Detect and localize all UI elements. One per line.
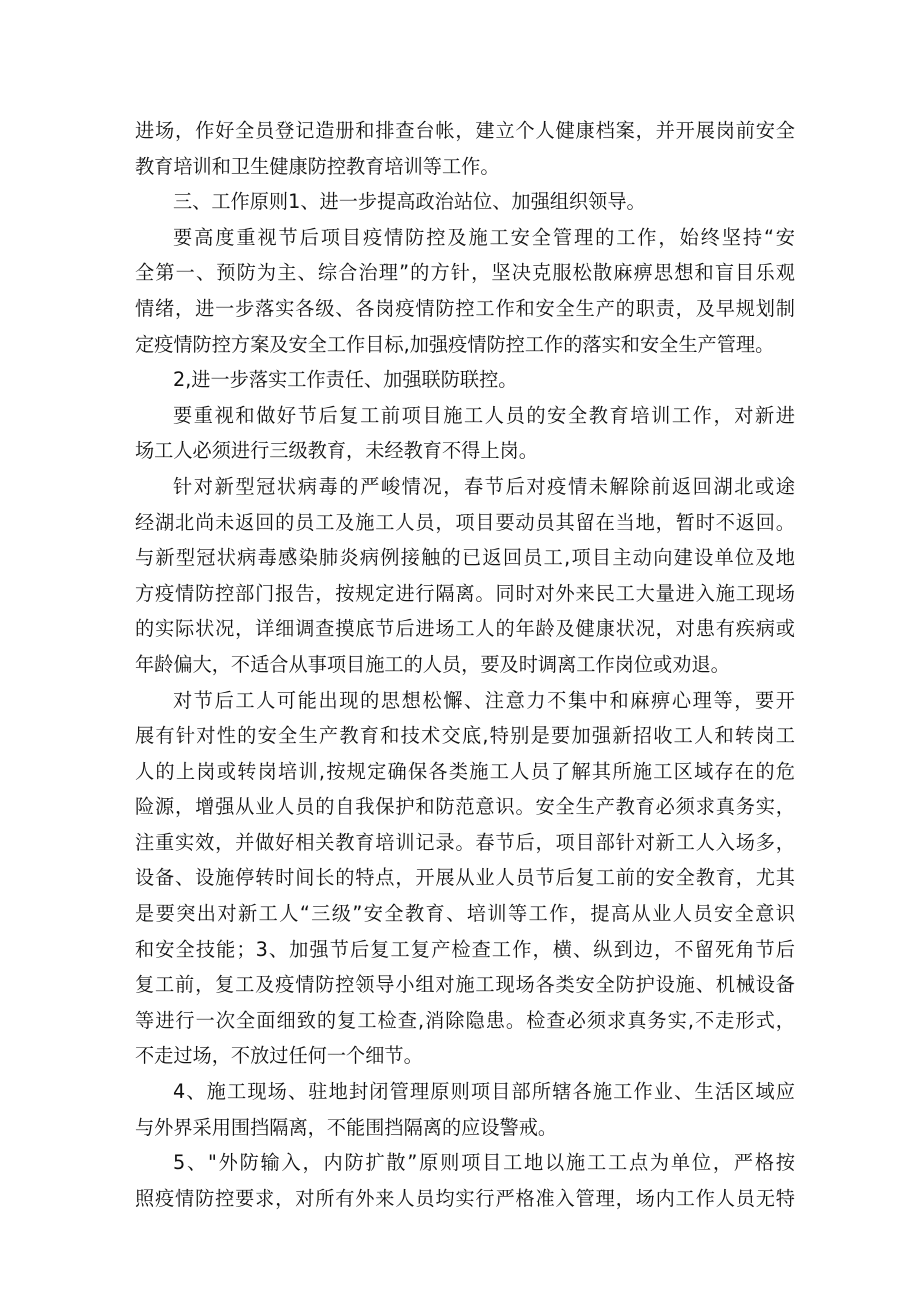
- text-line: 方疫情防控部门报告，按规定进行隔离。同时对外来民工大量进入施工现场: [135, 581, 795, 605]
- text-line: 情绪，进一步落实各级、各岗疫情防控工作和安全生产的职责，及早规划制: [135, 296, 795, 320]
- text-line: 复工前，复工及疫情防控领导小组对施工现场各类安全防护设施、机械设备: [135, 973, 795, 997]
- text-line: 要高度重视节后项目疫情防控及施工安全管理的工作，始终坚持“安: [173, 225, 795, 249]
- text-line: 与外界采用围挡隔离，不能围挡隔离的应设警戒。: [135, 1115, 558, 1139]
- text-line: 场工人必须进行三级教育，未经教育不得上岗。: [135, 439, 538, 463]
- text-line: 险源，增强从业人员的自我保护和防范意识。安全生产教育必须求真务实，: [135, 795, 795, 819]
- text-line: 展有针对性的安全生产教育和技术交底,特别是要加强新招收工人和转岗工: [135, 724, 795, 748]
- text-line: 4、施工现场、驻地封闭管理原则项目部所辖各施工作业、生活区域应: [173, 1080, 795, 1104]
- text-line: 针对新型冠状病毒的严峻情况，春节后对疫情未解除前返回湖北或途: [173, 474, 795, 498]
- text-line: 等进行一次全面细致的复工检查,消除隐患。检查必须求真务实,不走形式，: [135, 1008, 795, 1032]
- text-line: 人的上岗或转岗培训,按规定确保各类施工人员了解其所施工区域存在的危: [135, 759, 795, 783]
- text-line: 三、工作原则1、进一步提高政治站位、加强组织领导。: [173, 190, 646, 214]
- text-line: 注重实效，并做好相关教育培训记录。春节后，项目部针对新工人入场多，: [135, 830, 795, 854]
- text-line: 教育培训和卫生健康防控教育培训等工作。: [135, 154, 500, 178]
- text-line: 不走过场，不放过任何一个细节。: [135, 1044, 423, 1068]
- text-line: 与新型冠状病毒感染肺炎病例接触的已返回员工,项目主动向建设单位及地: [135, 546, 795, 570]
- text-line: 全第一、预防为主、综合治理”的方针，坚决克服松散麻痹思想和盲目乐观: [135, 261, 795, 285]
- text-line: 年龄偏大，不适合从事项目施工的人员，要及时调离工作岗位或劝退。: [135, 652, 730, 676]
- text-line: 和安全技能；3、加强节后复工复产检查工作，横、纵到边，不留死角节后: [135, 937, 795, 961]
- text-line: 是要突出对新工人“三级”安全教育、培训等工作，提高从业人员安全意识: [135, 902, 795, 926]
- text-line: 设备、设施停转时间长的特点，开展从业人员节后复工前的安全教育，尤其: [135, 866, 795, 890]
- text-line: 经湖北尚未返回的员工及施工人员，项目要动员其留在当地，暂时不返回。: [135, 510, 795, 534]
- text-line: 要重视和做好节后复工前项目施工人员的安全教育培训工作，对新进: [173, 403, 795, 427]
- text-line: 定疫情防控方案及安全工作目标,加强疫情防控工作的落实和安全生产管理。: [135, 332, 775, 356]
- document-body: [135, 113, 795, 1216]
- text-line: 2,进一步落实工作责任、加强联防联控。: [173, 368, 518, 392]
- text-line: 5、"外防输入，内防扩散”原则项目工地以施工工点为单位，严格按: [173, 1151, 795, 1175]
- text-line: 进场，作好全员登记造册和排查台帐，建立个人健康档案，并开展岗前安全: [135, 119, 795, 142]
- text-line: 的实际状况，详细调查摸底节后进场工人的年龄及健康状况，对患有疾病或: [135, 617, 795, 641]
- text-line: 对节后工人可能出现的思想松懈、注意力不集中和麻痹心理等，要开: [173, 688, 795, 712]
- text-line: 照疫情防控要求，对所有外来人员均实行严格准入管理，场内工作人员无特: [135, 1186, 795, 1210]
